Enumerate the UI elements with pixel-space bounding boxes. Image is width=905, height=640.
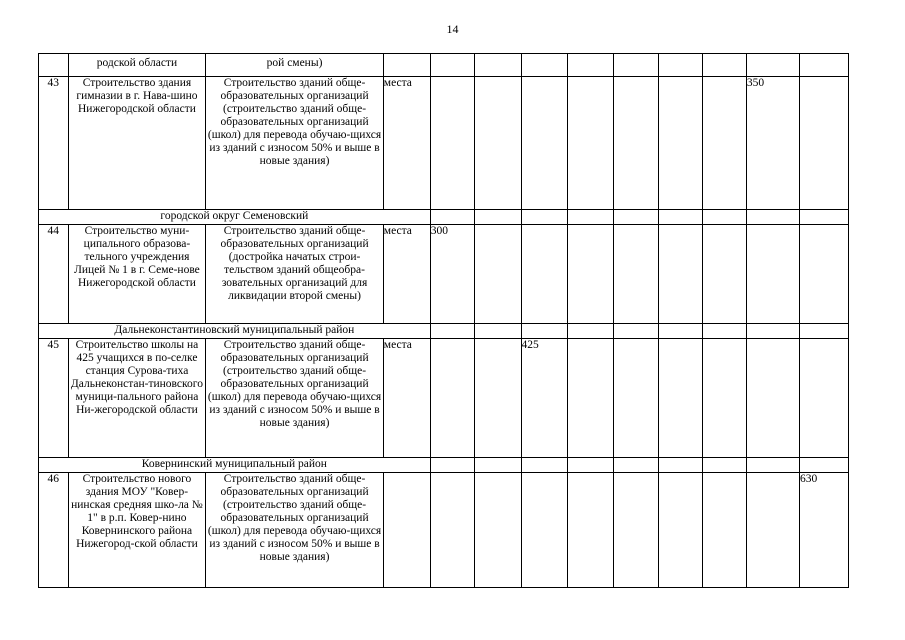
page-number: 14	[446, 22, 459, 36]
row-number: 45	[39, 339, 69, 458]
unit-cell: места	[383, 225, 430, 324]
value-cell: 350	[746, 77, 799, 210]
value-cell: 630	[799, 473, 848, 588]
investment-table	[38, 53, 849, 588]
section-title: Дальнеконстантиновский муниципальный район	[39, 324, 431, 339]
section-row	[39, 458, 849, 473]
name-cell: родской области	[68, 54, 206, 77]
direction-description: Строительство зданий обще-образовательных организаций (строительство зданий обще-образовательных организаций (школ) для перевода обучаю-щихся из зданий с износом 50% и выше в новые здания)	[206, 473, 384, 588]
num-cell	[39, 54, 69, 77]
direction-description: Строительство зданий обще-образовательных организаций (строительство зданий обще-образовательных организаций (школ) для перевода обучаю-щихся из зданий с износом 50% и выше в новые здания)	[206, 77, 384, 210]
section-title: городской округ Семеновский	[39, 210, 431, 225]
section-row	[39, 210, 849, 225]
value-cell: 425	[521, 339, 568, 458]
unit-cell	[383, 473, 430, 588]
section-title: Ковернинский муниципальный район	[39, 458, 431, 473]
value-cell: 300	[430, 225, 474, 324]
object-name: Строительство здания гимназии в г. Нава-шино Нижегородской области	[68, 77, 206, 210]
table-row	[39, 77, 849, 210]
section-row	[39, 324, 849, 339]
continuation-row	[39, 54, 849, 77]
object-name: Строительство школы на 425 учащихся в по-селке станция Сурова-тиха Дальнеконстан-тиновского муници-пального района Ни-жегородской области	[68, 339, 206, 458]
table-row	[39, 225, 849, 324]
direction-description: Строительство зданий обще-образовательных организаций (достройка начатых строи-тельством зданий общеобра-зовательных организаций для ликвидации второй смены)	[206, 225, 384, 324]
unit-cell: места	[383, 77, 430, 210]
row-number: 44	[39, 225, 69, 324]
object-name: Строительство муни-ципального образова-тельного учреждения Лицей № 1 в г. Семе-нове Нижегородской области	[68, 225, 206, 324]
table-row	[39, 339, 849, 458]
direction-cell: рой смены)	[206, 54, 384, 77]
unit-cell: места	[383, 339, 430, 458]
row-number: 46	[39, 473, 69, 588]
row-number: 43	[39, 77, 69, 210]
direction-description: Строительство зданий обще-образовательных организаций (строительство зданий обще-образовательных организаций (школ) для перевода обучаю-щихся из зданий с износом 50% и выше в новые здания)	[206, 339, 384, 458]
table-row	[39, 473, 849, 588]
object-name: Строительство нового здания МОУ "Ковер-нинская средняя шко-ла № 1" в р.п. Ковер-нино Ковернинского района Нижегород-ской области	[68, 473, 206, 588]
